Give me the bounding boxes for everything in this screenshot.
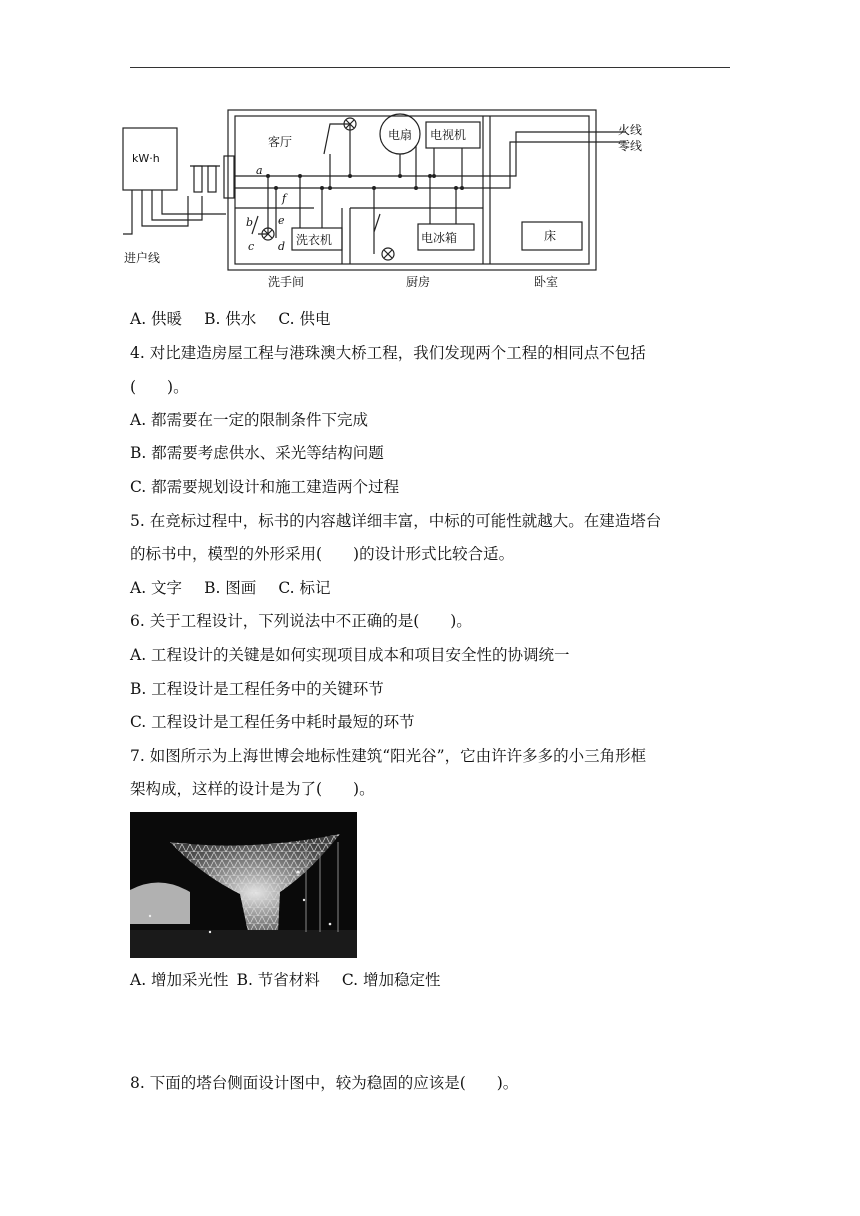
q4-stem-line2: ( )。: [130, 378, 189, 396]
fuse-left: [194, 166, 202, 192]
q4-option-a[interactable]: A. 都需要在一定的限制条件下完成: [130, 411, 369, 429]
q7-option-a[interactable]: A. 增加采光性: [130, 971, 229, 989]
q7-stem-line1: 7. 如图所示为上海世博会地标性建筑“阳光谷”，它由许许多多的小三角形框: [130, 747, 647, 765]
q3-option-a[interactable]: A. 供暖: [130, 310, 183, 328]
header-rule: [130, 67, 730, 68]
washer-label: 洗衣机: [296, 233, 333, 247]
q7-options: [130, 970, 440, 990]
q8-stem: 8. 下面的塔台侧面设计图中，较为稳固的应该是( )。: [130, 1074, 519, 1092]
bed-label: 床: [544, 229, 557, 243]
q5-stem-line2: 的标书中，模型的外形采用( )的设计形式比较合适。: [130, 545, 515, 563]
point-c: c: [248, 240, 255, 253]
q5-option-b[interactable]: B. 图画: [204, 579, 257, 597]
fridge-label: 电冰箱: [421, 231, 458, 245]
live-wire-label: 火线: [618, 123, 643, 137]
point-e: e: [278, 214, 285, 227]
fan-label: 电扇: [388, 128, 413, 142]
sun-valley-photo: [130, 812, 357, 958]
q7-stem-line2: 架构成，这样的设计是为了( )。: [130, 780, 375, 798]
q4-option-c[interactable]: C. 都需要规划设计和施工建造两个过程: [130, 478, 400, 496]
bedroom-label: 卧室: [534, 275, 559, 289]
q5-stem-line1: 5. 在竞标过程中，标书的内容越详细丰富，中标的可能性就越大。在建造塔台: [130, 512, 662, 530]
q7-option-c[interactable]: C. 增加稳定性: [341, 971, 441, 989]
house-circuit-diagram: [118, 104, 658, 294]
q3-option-c[interactable]: C. 供电: [278, 310, 331, 328]
point-a: a: [256, 164, 263, 177]
q6-option-a[interactable]: A. 工程设计的关键是如何实现项目成本和项目安全性的协调统一: [130, 646, 570, 664]
q5-option-c[interactable]: C. 标记: [278, 579, 331, 597]
tv-label: 电视机: [430, 128, 467, 142]
fuse-right: [208, 166, 216, 192]
point-d: d: [278, 240, 286, 253]
point-b: b: [246, 216, 254, 229]
q3-option-b[interactable]: B. 供水: [204, 310, 257, 328]
q3-options: [130, 309, 330, 329]
bathroom-label: 洗手间: [268, 275, 305, 289]
main-switch: [224, 156, 234, 198]
q6-option-c[interactable]: C. 工程设计是工程任务中耗时最短的环节: [130, 713, 415, 731]
q5-option-a[interactable]: A. 文字: [130, 579, 183, 597]
q6-stem: 6. 关于工程设计，下列说法中不正确的是( )。: [130, 612, 472, 630]
q4-stem-line1: 4. 对比建造房屋工程与港珠澳大桥工程，我们发现两个工程的相同点不包括: [130, 344, 646, 362]
living-room-label: 客厅: [268, 135, 293, 149]
q6-option-b[interactable]: B. 工程设计是工程任务中的关键环节: [130, 680, 384, 698]
q7-option-b[interactable]: B. 节省材料: [236, 971, 320, 989]
point-f: f: [282, 192, 287, 205]
entry-line-label: 进户线: [124, 251, 161, 265]
neutral-wire-label: 零线: [618, 139, 643, 153]
meter-label: kW·h: [132, 152, 160, 165]
q5-options: [130, 578, 330, 598]
kitchen-label: 厨房: [406, 275, 431, 289]
q4-option-b[interactable]: B. 都需要考虑供水、采光等结构问题: [130, 444, 384, 462]
